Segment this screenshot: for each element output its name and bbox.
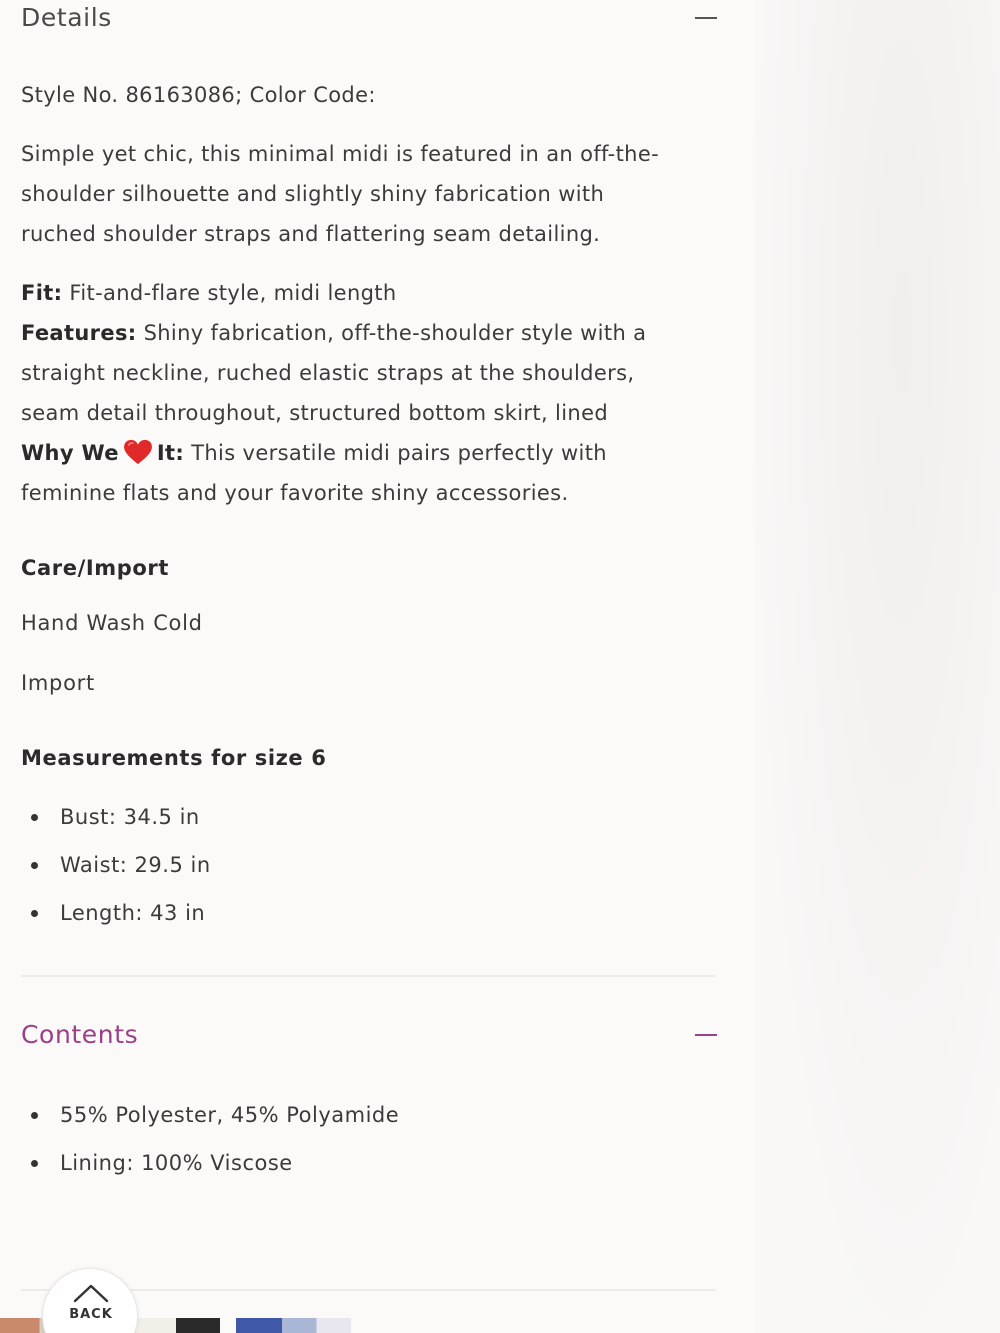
chevron-up-icon bbox=[73, 1283, 109, 1303]
list-item: 55% Polyester, 45% Polyamide bbox=[28, 1100, 708, 1148]
fit-line bbox=[21, 273, 721, 313]
contents-section-header[interactable] bbox=[21, 1020, 717, 1049]
why-line: feminine flats and your favorite shiny accessories. bbox=[21, 481, 569, 505]
features-label: Features: bbox=[21, 321, 137, 345]
product-thumbnail[interactable] bbox=[236, 1318, 351, 1333]
care-import-heading: Care/Import bbox=[21, 556, 170, 580]
features-line: straight neckline, ruched elastic straps at the shoulders, bbox=[21, 361, 635, 385]
details-section-header[interactable] bbox=[21, 3, 717, 32]
description-line: Simple yet chic, this minimal midi is featured in an off-the- bbox=[21, 142, 660, 166]
list-item: Lining: 100% Viscose bbox=[28, 1148, 708, 1196]
collapse-minus-icon[interactable] bbox=[695, 17, 717, 19]
care-item: Import bbox=[21, 671, 95, 695]
fit-label: Fit: bbox=[21, 281, 63, 305]
details-title: Details bbox=[21, 3, 112, 32]
collapse-minus-icon[interactable] bbox=[695, 1034, 717, 1036]
contents-list bbox=[28, 1100, 708, 1196]
heart-icon bbox=[123, 439, 153, 465]
list-item: Bust: 34.5 in bbox=[28, 802, 708, 850]
features-line bbox=[21, 313, 721, 353]
contents-title: Contents bbox=[21, 1020, 139, 1049]
why-line bbox=[21, 433, 721, 473]
style-number: Style No. 86163086; Color Code: bbox=[21, 83, 376, 107]
why-label-start: Why We bbox=[21, 441, 119, 465]
product-description bbox=[21, 134, 721, 254]
section-divider bbox=[21, 975, 716, 977]
features-line: seam detail throughout, structured bottom skirt, lined bbox=[21, 401, 609, 425]
care-item: Hand Wash Cold bbox=[21, 611, 203, 635]
measurements-list bbox=[28, 802, 708, 946]
measurements-heading: Measurements for size 6 bbox=[21, 746, 327, 770]
description-line: shoulder silhouette and slightly shiny fabrication with bbox=[21, 182, 605, 206]
back-to-top-button[interactable] bbox=[42, 1268, 138, 1333]
back-button-label: BACK bbox=[69, 1307, 113, 1322]
list-item: Length: 43 in bbox=[28, 898, 708, 946]
why-label-end: It: bbox=[156, 441, 185, 465]
product-specs bbox=[21, 273, 721, 513]
description-line: ruched shoulder straps and flattering seam detailing. bbox=[21, 222, 601, 246]
fit-text: Fit-and-flare style, midi length bbox=[62, 281, 397, 305]
right-background bbox=[755, 0, 1000, 1333]
list-item: Waist: 29.5 in bbox=[28, 850, 708, 898]
features-text: Shiny fabrication, off-the-shoulder style with a bbox=[136, 321, 647, 345]
why-text: This versatile midi pairs perfectly with bbox=[184, 441, 607, 465]
